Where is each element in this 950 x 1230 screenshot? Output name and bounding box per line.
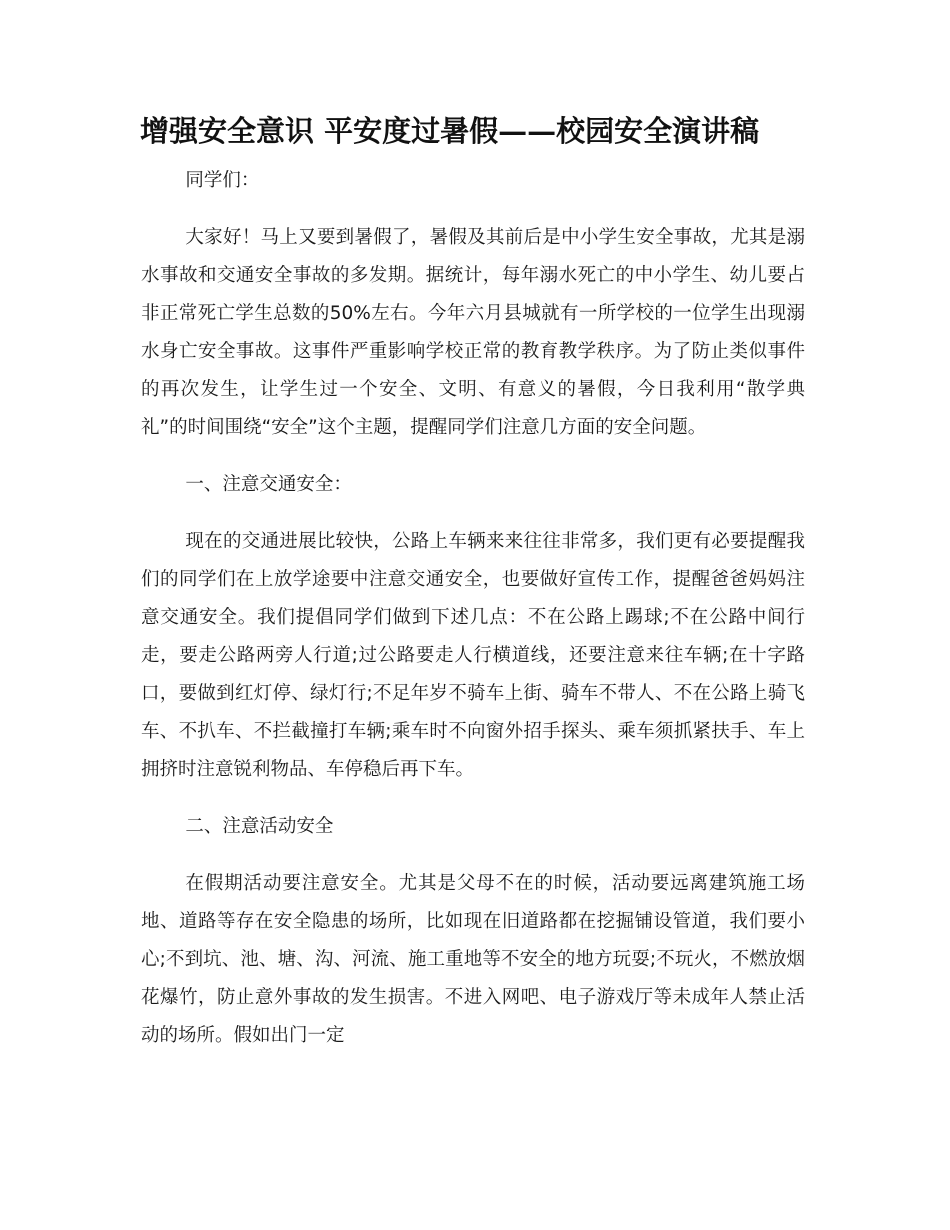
intro-paragraph: 大家好！马上又要到暑假了，暑假及其前后是中小学生安全事故，尤其是溺水事故和交通安全事故的多发期。据统计，每年溺水死亡的中小学生、幼儿要占非正常死亡学生总数的50%左右。今年六月县城就有一所学校的一位学生出现溺水身亡安全事故。这事件严重影响学校正常的教育教学秩序。为了防止类似事件的再次发生，让学生过一个安全、文明、有意义的暑假，今日我利用“散学典礼”的时间围绕“安全”这个主题，提醒同学们注意几方面的安全问题。: [141, 227, 805, 438]
document-title: 增强安全意识 平安度过暑假——校园安全演讲稿: [140, 114, 760, 148]
section-heading-activity: 二、注意活动安全: [185, 816, 334, 837]
activity-paragraph: 在假期活动要注意安全。尤其是父母不在的时候，活动要远离建筑施工场地、道路等存在安全隐患的场所，比如现在旧道路都在挖掘铺设管道，我们要小心;不到坑、池、塘、沟、河流、施工重地等不安全的地方玩耍;不玩火，不燃放烟花爆竹，防止意外事故的发生损害。不进入网吧、电子游戏厅等未成年人禁止活动的场所。假如出门一定: [141, 873, 805, 1046]
document-body: [141, 162, 805, 1055]
traffic-paragraph: 现在的交通进展比较快，公路上车辆来来往往非常多，我们更有必要提醒我们的同学们在上放学途要中注意交通安全，也要做好宣传工作，提醒爸爸妈妈注意交通安全。我们提倡同学们做到下述几点：不在公路上踢球;不在公路中间行走，要走公路两旁人行道;过公路要走人行横道线，还要注意来往车辆;在十字路口，要做到红灯停、绿灯行;不足年岁不骑车上街、骑车不带人、不在公路上骑飞车、不扒车、不拦截撞打车辆;乘车时不向窗外招手探头、乘车须抓紧扶手、车上拥挤时注意锐利物品、车停稳后再下车。: [141, 531, 805, 780]
greeting-paragraph: 同学们：: [185, 170, 260, 191]
section-heading-traffic: 一、注意交通安全：: [185, 474, 352, 495]
